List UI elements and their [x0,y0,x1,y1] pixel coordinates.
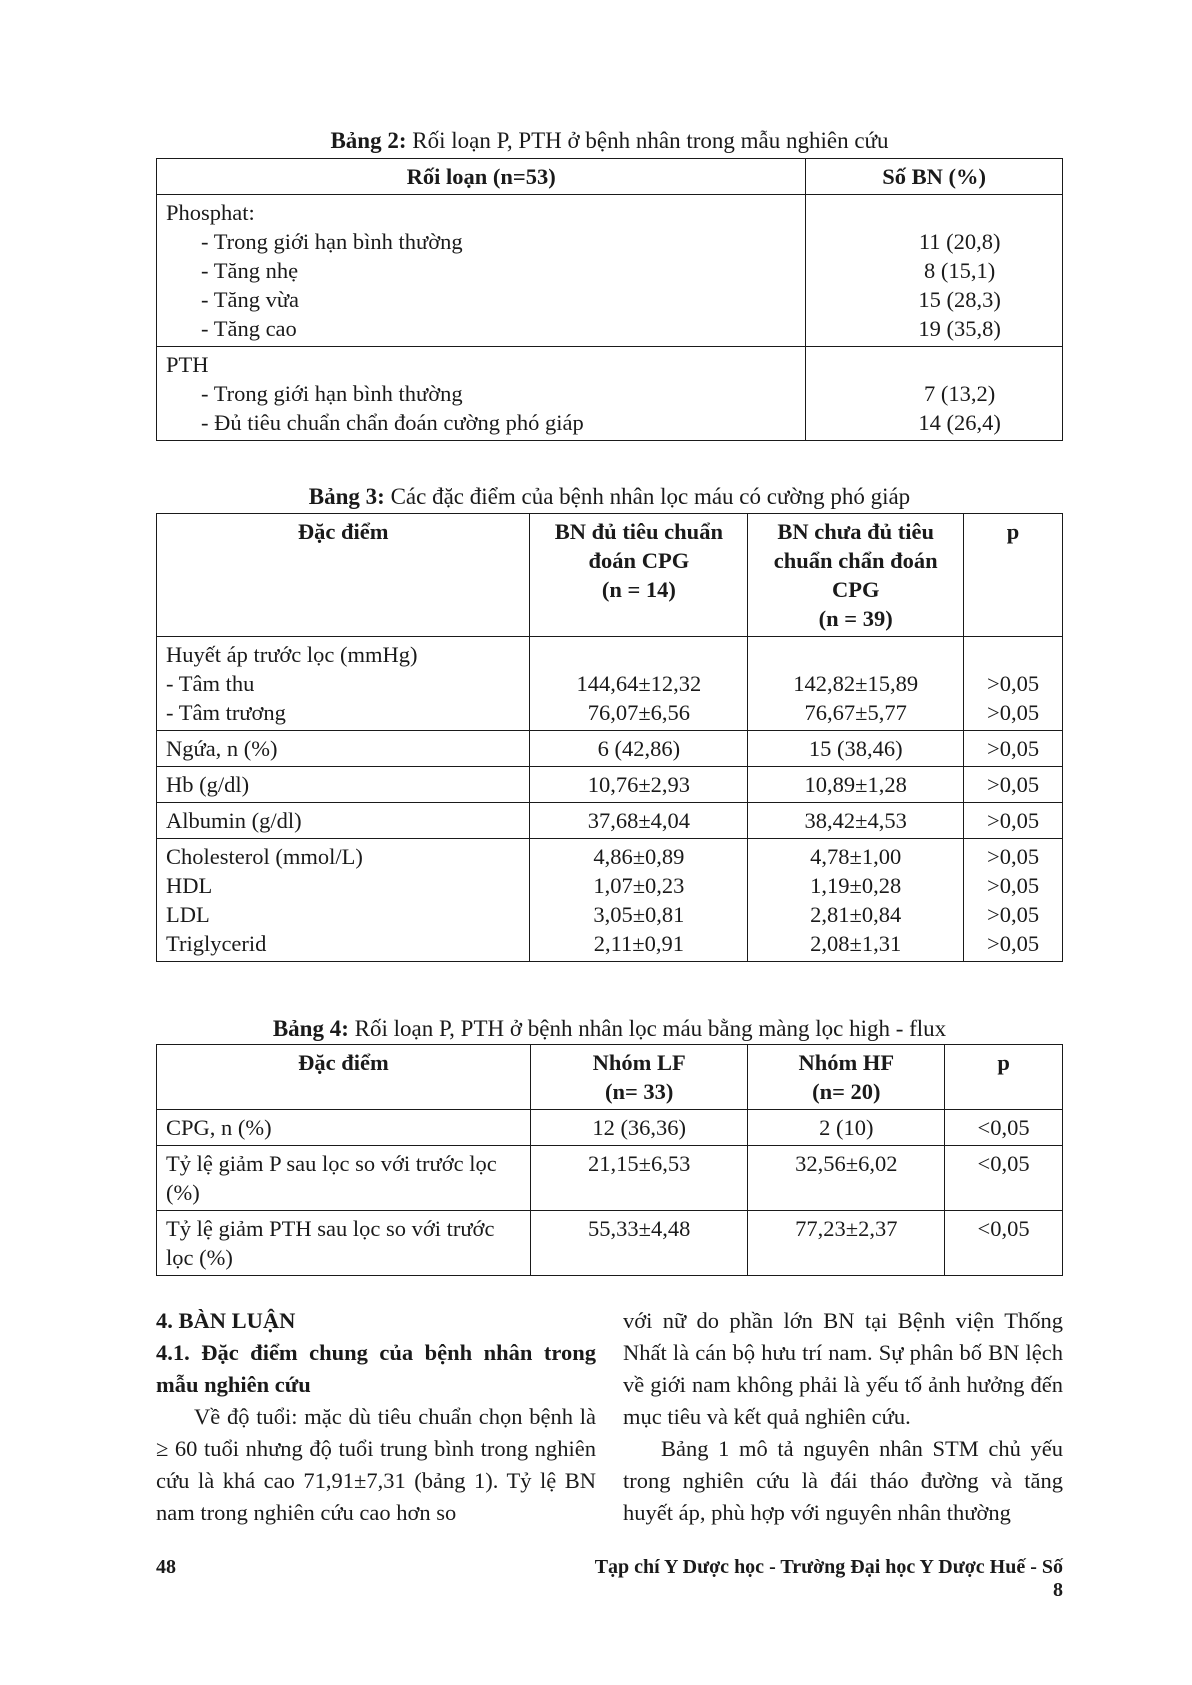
table4-value-line: 77,23±2,37 [795,1216,898,1241]
table2-item-value: 19 (35,8) [918,316,1001,341]
table3-caption-label: Bảng 3: [308,484,385,509]
table2-blank-value [866,198,1053,227]
table3-caption [156,484,1063,510]
table3-value-line: 6 (42,86) [597,736,681,761]
table3-label-line: LDL [166,902,210,927]
table3-value-line: 38,42±4,53 [804,808,907,833]
table4-header-line: (n= 33) [604,1079,674,1104]
table2-caption-text: Rối loạn P, PTH ở bệnh nhân trong mẫu nghiên cứu [406,128,889,153]
table3-label-line: Albumin (g/dl) [166,808,302,833]
table3-label-line: Cholesterol (mmol/L) [166,844,363,869]
table3-value-line: >0,05 [987,700,1040,725]
table2-item-value: 14 (26,4) [918,410,1001,435]
table4-row [157,1110,1063,1146]
table3-value-p [964,767,1063,803]
table3-value-b [748,803,964,839]
table4-caption [156,1016,1063,1042]
table4-value-p [945,1146,1063,1211]
table3-row-label [157,637,530,731]
table3-value-line: 142,82±15,89 [793,671,919,696]
table3-row-label [157,839,530,962]
table3-value-p [964,803,1063,839]
table3-value-line: 10,76±2,93 [587,772,691,797]
table2-blank-value [866,350,1053,379]
table2-item-label: - Trong giới hạn bình thường [201,381,463,406]
table3-value-a [530,767,748,803]
table3-header-row [157,514,1063,637]
table3-value-a [530,637,748,731]
table2-group-values [806,195,1063,347]
table4-header-line: (n= 20) [812,1079,881,1104]
table2-item-value: 11 (20,8) [918,229,1001,254]
table4-value-line: <0,05 [977,1216,1030,1241]
left-column [156,1305,596,1529]
table2-caption-label: Bảng 2: [330,128,407,153]
table3-row [157,839,1063,962]
table3-value-line: 2,11±0,91 [593,931,685,956]
table3-header-line: BN chưa đủ tiêu [777,519,935,544]
table2-item-label: - Tăng nhẹ [201,258,299,283]
table2-item-value: 8 (15,1) [924,258,996,283]
table3-value-line: 76,07±6,56 [587,700,691,725]
table4-value-line: 2 (10) [819,1115,874,1140]
table3-row [157,637,1063,731]
table3-value-line: >0,05 [987,873,1040,898]
table3-value-line: 144,64±12,32 [576,671,702,696]
table3-header-cell [964,514,1063,637]
table4-value-b [748,1146,945,1211]
table3-value-line: 15 (38,46) [808,736,903,761]
table4-row-label [157,1211,531,1276]
table3-header-line: CPG [831,577,880,602]
table3-value-line: 1,07±0,23 [593,873,685,898]
table-4 [156,1044,1063,1276]
table3-value-b [748,767,964,803]
table4-header-cell [530,1045,748,1110]
table4-row-label [157,1146,531,1211]
table3-value-b [748,731,964,767]
subsection-heading: 4.1. Đặc điểm chung của bệnh nhân trong mẫu nghiên cứu [156,1340,596,1397]
table2-group-values [806,347,1063,441]
table4-caption-text: Rối loạn P, PTH ở bệnh nhân lọc máu bằng màng lọc high - flux [348,1016,947,1041]
journal-footer: Tạp chí Y Dược học - Trường Đại học Y Dược Huế - Số 8 [594,1556,1063,1601]
table3-value-line [539,640,738,669]
table2-item-label: - Tăng vừa [201,287,299,312]
table3-value-line: >0,05 [987,736,1040,761]
table3-header-line: chuẩn chẩn đoán [773,548,938,573]
table4-value-b [748,1110,945,1146]
table4-value-a [530,1211,748,1276]
table4-label-line: Tỷ lệ giảm PTH sau lọc so với trước [166,1216,495,1241]
table3-value-b [748,839,964,962]
table4-row [157,1146,1063,1211]
table3-header-cell [530,514,748,637]
table3-value-p [964,839,1063,962]
table3-value-line: 76,67±5,77 [804,700,907,725]
table3-value-line: >0,05 [987,844,1040,869]
table3-value-line: 2,81±0,84 [810,902,902,927]
table3-value-line [973,640,1053,669]
table4-label-line: CPG, n (%) [166,1115,272,1140]
table2-item-label: - Tăng cao [201,316,297,341]
table4-value-line: 12 (36,36) [592,1115,687,1140]
table3-value-line: 4,78±1,00 [810,844,902,869]
table3-value-line: 1,19±0,28 [810,873,902,898]
table3-row [157,803,1063,839]
table3-label-line: HDL [166,873,213,898]
table2-header-disorder: Rối loạn (n=53) [157,159,806,195]
right-paragraph-1: với nữ do phần lớn BN tại Bệnh viện Thống Nhất là cán bộ hưu trí nam. Sự phân bố BN lệch về giới nam không phải là yếu tố ảnh hưởng đến mục tiêu và kết quả nghiên cứu. [623,1308,1063,1429]
table3-value-line: >0,05 [987,671,1040,696]
table2-item-label: - Trong giới hạn bình thường [201,229,463,254]
table3-value-a [530,803,748,839]
table4-value-p [945,1211,1063,1276]
table2-caption [156,128,1063,154]
table2-group-phosphat [157,195,1063,347]
table3-value-line: >0,05 [987,772,1040,797]
table2-header-count: Số BN (%) [806,159,1063,195]
table3-header-line: BN đủ tiêu chuẩn [554,519,723,544]
table3-header-cell [157,514,530,637]
table4-value-b [748,1211,945,1276]
table2-item-value: 15 (28,3) [918,287,1001,312]
table3-value-line: >0,05 [987,902,1040,927]
table2-item-value: 7 (13,2) [924,381,996,406]
table4-row [157,1211,1063,1276]
left-paragraph: Về độ tuổi: mặc dù tiêu chuẩn chọn bệnh là ≥ 60 tuổi nhưng độ tuổi trung bình trong nghiên cứu là khá cao 71,91±7,31 (bảng 1). Tỷ lệ BN nam trong nghiên cứu cao hơn so [156,1404,596,1525]
table3-value-b [748,637,964,731]
table2-group-title: Phosphat: [166,200,255,225]
table3-row-label [157,767,530,803]
table4-row-label [157,1110,531,1146]
table3-row-label [157,803,530,839]
table2-group-labels [157,347,806,441]
table3-value-line: 37,68±4,04 [587,808,691,833]
table4-value-line: 55,33±4,48 [588,1216,691,1241]
table3-value-line: 3,05±0,81 [593,902,685,927]
table-3 [156,513,1063,962]
table3-header-line: Đặc điểm [297,519,389,544]
table3-value-line: 10,89±1,28 [804,772,907,797]
table4-value-line: 21,15±6,53 [588,1151,691,1176]
table4-value-p [945,1110,1063,1146]
table3-label-line: Hb (g/dl) [166,772,250,797]
table3-label-line: Ngứa, n (%) [166,736,278,761]
table3-header-line: (n = 14) [601,577,676,602]
table3-label-line: Triglycerid [166,931,267,956]
table3-row [157,767,1063,803]
table3-value-line [757,640,954,669]
table3-header-cell [748,514,964,637]
table4-header-cell [748,1045,945,1110]
table3-value-line: 2,08±1,31 [810,931,902,956]
right-paragraph-2: Bảng 1 mô tả nguyên nhân STM chủ yếu trong nghiên cứu là đái tháo đường và tăng huyết áp, phù hợp với nguyên nhân thường [623,1436,1063,1525]
table3-value-p [964,637,1063,731]
table2-item-label: - Đủ tiêu chuẩn chẩn đoán cường phó giáp [201,410,584,435]
table3-label-line: Huyết áp trước lọc (mmHg) [166,642,418,667]
table-2 [156,158,1063,441]
table4-header-line: p [997,1050,1010,1075]
table3-row-label [157,731,530,767]
table3-row [157,731,1063,767]
table3-header-line: (n = 39) [818,606,893,631]
table2-group-title: PTH [166,352,209,377]
table3-label-line: - Tâm thu [166,671,255,696]
table4-header-line: Nhóm LF [592,1050,686,1075]
right-column [623,1305,1063,1529]
table4-value-a [530,1146,748,1211]
table4-header-cell [945,1045,1063,1110]
table4-header-row [157,1045,1063,1110]
table4-header-cell [157,1045,531,1110]
table4-label-line: lọc (%) [166,1245,233,1270]
table4-value-a [530,1110,748,1146]
table3-value-p [964,731,1063,767]
table2-group-pth [157,347,1063,441]
page-number: 48 [156,1556,176,1578]
table3-value-a [530,731,748,767]
table3-header-line: p [1006,519,1020,544]
table3-value-line: 4,86±0,89 [593,844,685,869]
table2-group-labels [157,195,806,347]
table4-caption-label: Bảng 4: [272,1016,349,1041]
table3-value-line: >0,05 [987,931,1040,956]
table3-label-line: - Tâm trương [166,700,286,725]
table4-header-line: Đặc điểm [298,1050,389,1075]
table4-value-line: 32,56±6,02 [795,1151,898,1176]
table3-caption-text: Các đặc điểm của bệnh nhân lọc máu có cường phó giáp [384,484,911,509]
table3-header-line: đoán CPG [588,548,690,573]
table3-value-line: >0,05 [987,808,1040,833]
section-heading: 4. BÀN LUẬN [156,1308,296,1333]
table4-header-line: Nhóm HF [798,1050,895,1075]
table4-label-line: (%) [166,1180,200,1205]
table4-label-line: Tỷ lệ giảm P sau lọc so với trước lọc [166,1151,497,1176]
table4-value-line: <0,05 [977,1151,1030,1176]
table3-value-a [530,839,748,962]
table4-value-line: <0,05 [977,1115,1030,1140]
